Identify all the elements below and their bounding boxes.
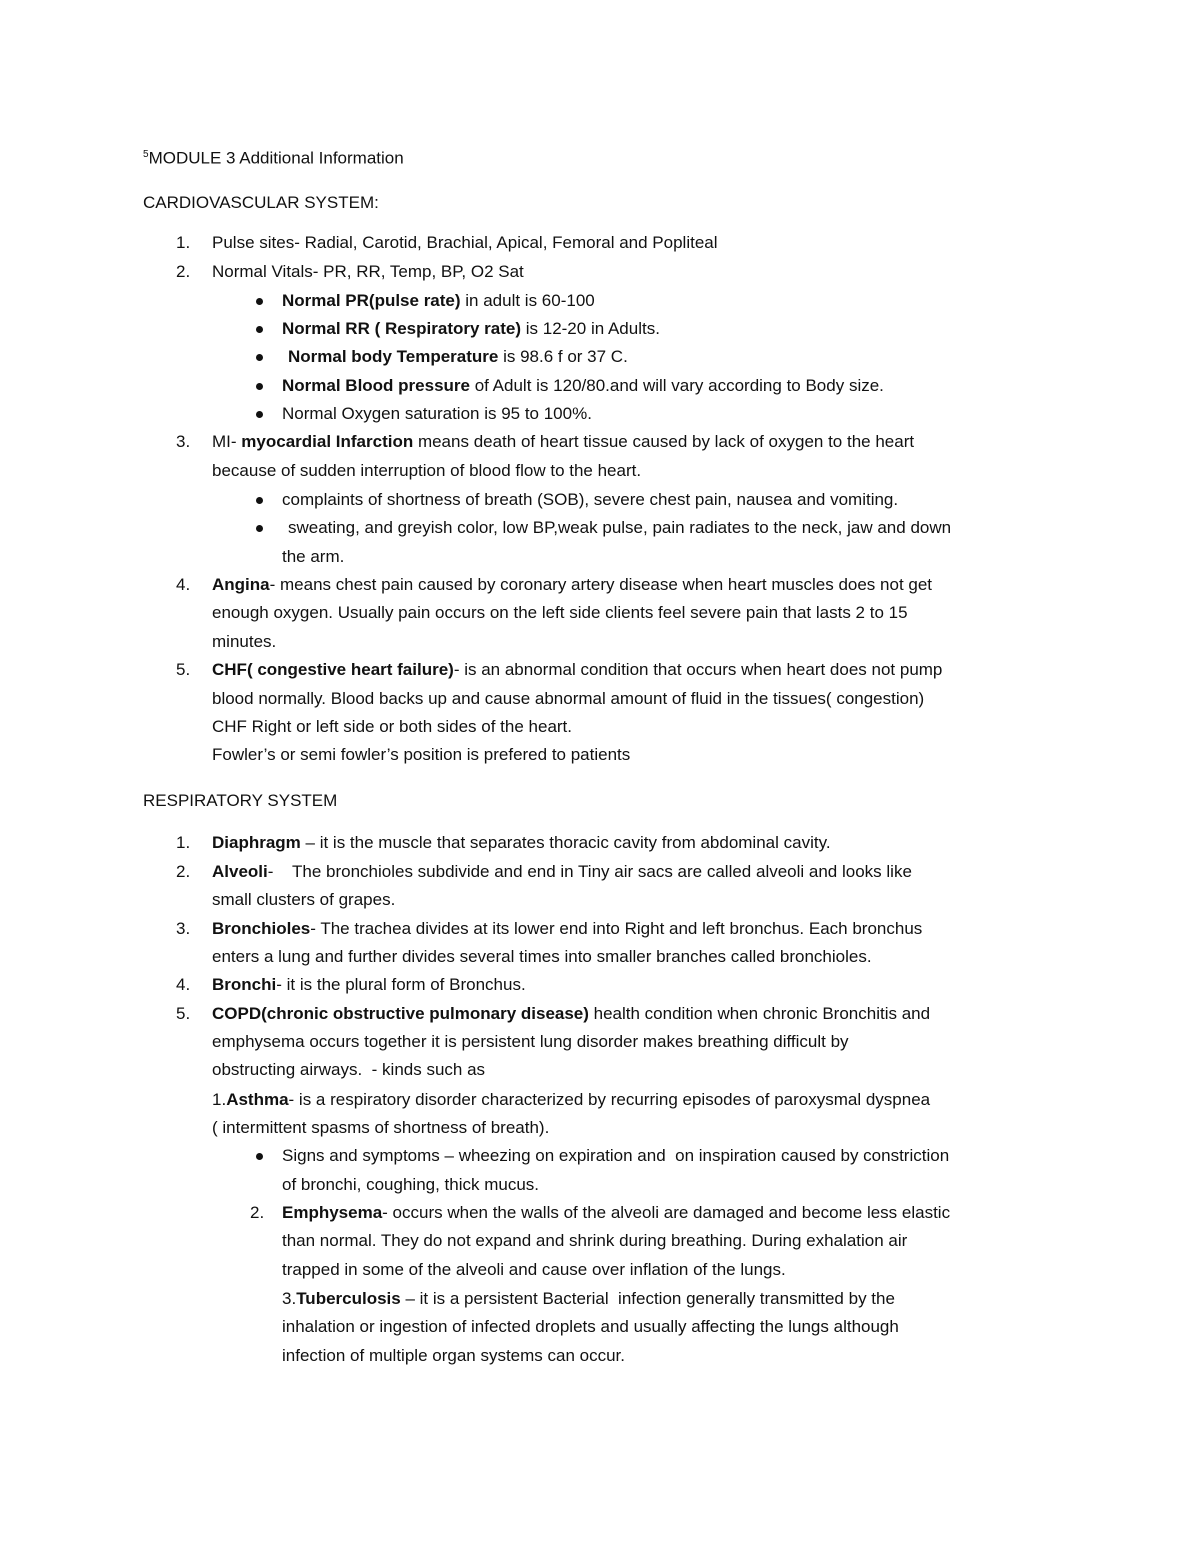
diaphragm-bold: Diaphragm [212,833,301,852]
cardio-item-5-line-3: CHF Right or left side or both sides of the heart. [212,717,573,736]
resp-item-4-number: 4. [176,975,191,994]
tuberculosis-line [282,1289,895,1309]
cardio-item-4 [212,575,932,595]
cardio-item-5-number: 5. [176,660,191,679]
resp-heading: RESPIRATORY SYSTEM [143,791,338,810]
emphysema-line-3: trapped in some of the alveoli and cause over inflation of the lungs. [282,1260,786,1279]
cardio-heading: CARDIOVASCULAR SYSTEM: [143,193,379,212]
vitals-bp-rest: of Adult is 120/80.and will vary according to Body size. [470,376,884,395]
resp-item-2-line-2: small clusters of grapes. [212,890,396,909]
vitals-temp-bold: Normal body Temperature [288,347,499,366]
bullet-icon [256,383,263,390]
tb-rest: – it is a persistent Bacterial infection generally transmitted by the [400,1289,895,1308]
bullet-icon [256,1153,263,1160]
resp-item-3-line-2: enters a lung and further divides several times into smaller branches called bronchioles. [212,947,872,966]
chf-bold: CHF( congestive heart failure) [212,660,454,679]
cardio-item-3-number: 3. [176,432,191,451]
cardio-item-2: Normal Vitals- PR, RR, Temp, BP, O2 Sat [212,262,524,281]
resp-item-5-number: 5. [176,1004,191,1023]
bronchi-bold: Bronchi [212,975,277,994]
resp-item-3-number: 3. [176,919,191,938]
mi-bullet-2: sweating, and greyish color, low BP,weak pulse, pain radiates to the neck, jaw and down [288,518,952,537]
vitals-temp-rest: is 98.6 f or 37 C. [498,347,628,366]
cardio-item-4-line-2: enough oxygen. Usually pain occurs on the left side clients feel severe pain that lasts 2 to 15 [212,603,908,622]
emphysema-line-2: than normal. They do not expand and shrink during breathing. During exhalation air [282,1231,908,1250]
bullet-icon [256,411,263,418]
emphysema-number: 2. [250,1203,265,1222]
bronchioles-rest: - The trachea divides at its lower end into Right and left bronchus. Each bronchus [310,919,923,938]
tb-prefix: 3. [282,1289,297,1308]
mi-bullet-2-line-2: the arm. [282,547,345,566]
asthma-line [212,1090,930,1110]
alveoli-rest: - The bronchioles subdivide and end in Tiny air sacs are called alveoli and looks like [267,862,912,881]
angina-bold: Angina [212,575,270,594]
title-superscript: 5 [143,149,149,160]
tuberculosis-line-2: inhalation or ingestion of infected droplets and usually affecting the lungs although [282,1317,899,1336]
asthma-signs-line-2: of bronchi, coughing, thick mucus. [282,1175,540,1194]
bullet-icon [256,525,263,532]
cardio-item-4-line-3: minutes. [212,632,277,651]
bullet-icon [256,326,263,333]
diaphragm-rest: – it is the muscle that separates thoracic cavity from abdominal cavity. [300,833,831,852]
copd-bold: COPD(chronic obstructive pulmonary disease) [212,1004,589,1023]
bullet-icon [256,298,263,305]
tb-bold: Tuberculosis [296,1289,401,1308]
vitals-pr-bold: Normal PR(pulse rate) [282,291,461,310]
angina-rest: - means chest pain caused by coronary artery disease when heart muscles does not get [269,575,933,594]
asthma-bold: Asthma [226,1090,289,1109]
vitals-bp-bold: Normal Blood pressure [282,376,470,395]
resp-item-1 [212,833,831,853]
vitals-rr-rest: is 12-20 in Adults. [521,319,660,338]
cardio-item-5-line-4: Fowler’s or semi fowler’s position is prefered to patients [212,745,631,764]
vitals-bullet-pr [282,291,595,311]
asthma-line-2: ( intermittent spasms of shortness of breath). [212,1118,550,1137]
resp-item-3 [212,919,922,939]
mi-prefix: MI- [212,432,242,451]
bullet-icon [256,354,263,361]
cardio-item-4-number: 4. [176,575,191,594]
title-text: MODULE 3 Additional Information [148,148,404,168]
vitals-pr-rest: in adult is 60-100 [460,291,595,310]
mi-bullet-1: complaints of shortness of breath (SOB), severe chest pain, nausea and vomiting. [282,490,899,509]
chf-rest: - is an abnormal condition that occurs when heart does not pump [453,660,943,679]
vitals-bullet-rr [282,319,660,339]
cardio-item-3-line-2: because of sudden interruption of blood flow to the heart. [212,461,642,480]
resp-item-2 [212,862,912,882]
emphysema-bold: Emphysema [282,1203,383,1222]
asthma-rest: - is a respiratory disorder characterized by recurring episodes of paroxysmal dyspnea [288,1090,931,1109]
emphysema-line [282,1203,950,1223]
resp-item-4 [212,975,526,995]
asthma-signs-bullet: Signs and symptoms – wheezing on expiration and on inspiration caused by constriction [282,1146,950,1165]
resp-item-5-line-2: emphysema occurs together it is persistent lung disorder makes breathing difficult by [212,1032,849,1051]
bronchioles-bold: Bronchioles [212,919,311,938]
asthma-prefix: 1. [212,1090,227,1109]
document-title [143,145,404,169]
resp-item-1-number: 1. [176,833,191,852]
tuberculosis-line-3: infection of multiple organ systems can occur. [282,1346,625,1365]
cardio-item-3 [212,432,914,452]
vitals-bullet-bp [282,376,884,396]
vitals-bullet-temp [288,347,628,367]
resp-item-5 [212,1004,930,1024]
cardio-item-1-number: 1. [176,233,191,252]
cardio-item-2-number: 2. [176,262,191,281]
bullet-icon [256,497,263,504]
cardio-item-5-line-2: blood normally. Blood backs up and cause abnormal amount of fluid in the tissues( congestion) [212,689,925,708]
resp-item-5-line-3: obstructing airways. - kinds such as [212,1060,486,1079]
mi-bold: myocardial Infarction [241,432,414,451]
bronchi-rest: - it is the plural form of Bronchus. [276,975,526,994]
emphysema-rest: - occurs when the walls of the alveoli are damaged and become less elastic [382,1203,951,1222]
cardio-item-5 [212,660,942,680]
vitals-rr-bold: Normal RR ( Respiratory rate) [282,319,522,338]
cardio-item-1: Pulse sites- Radial, Carotid, Brachial, Apical, Femoral and Popliteal [212,233,718,252]
vitals-bullet-o2: Normal Oxygen saturation is 95 to 100%. [282,404,592,423]
copd-rest: health condition when chronic Bronchitis and [588,1004,931,1023]
alveoli-bold: Alveoli [212,862,268,881]
mi-rest: means death of heart tissue caused by lack of oxygen to the heart [413,432,915,451]
resp-item-2-number: 2. [176,862,191,881]
